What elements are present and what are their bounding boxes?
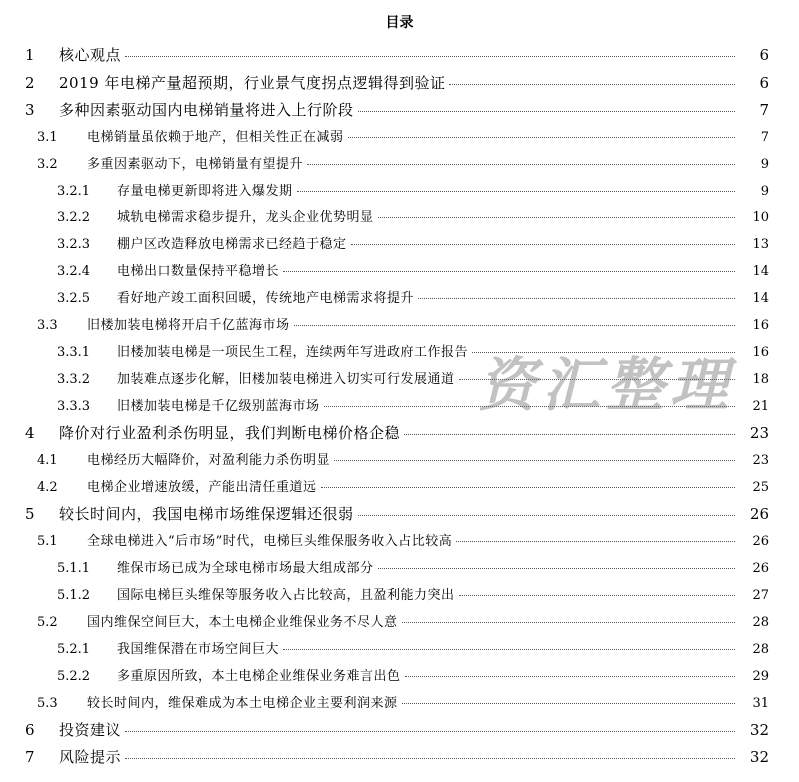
dot-leader <box>459 595 735 596</box>
toc-entry-title: 核心观点 <box>59 46 122 64</box>
toc-entry-title: 全球电梯进入“后市场”时代，电梯巨头维保服务收入占比较高 <box>87 534 453 549</box>
toc-entry-title: 加装难点逐步化解，旧楼加装电梯进入切实可行发展通道 <box>117 372 455 387</box>
toc-entry-page: 14 <box>752 264 769 279</box>
toc-entry[interactable] <box>0 153 799 172</box>
toc-entry-page: 23 <box>749 424 769 442</box>
toc-entry-title: 2019 年电梯产量超预期，行业景气度拐点逻辑得到验证 <box>59 74 446 92</box>
toc-entry[interactable] <box>0 72 799 93</box>
toc-entry-page: 28 <box>752 615 769 630</box>
toc-entry-page: 13 <box>752 237 769 252</box>
dot-leader <box>404 434 735 435</box>
dot-leader <box>402 622 735 623</box>
toc-entry[interactable] <box>0 422 799 443</box>
toc-entry[interactable] <box>0 611 799 630</box>
toc-entry[interactable] <box>0 314 799 333</box>
toc-entry-title: 较长时间内，我国电梯市场维保逻辑还很弱 <box>59 505 354 523</box>
toc-entry[interactable] <box>0 287 799 306</box>
toc-entry[interactable] <box>0 638 799 657</box>
toc-entry-title: 电梯经历大幅降价，对盈利能力杀伤明显 <box>87 453 331 468</box>
toc-entry-page: 31 <box>752 696 769 711</box>
toc-entry-number: 3.3 <box>37 318 58 333</box>
toc-entry[interactable] <box>0 99 799 120</box>
toc-entry-title: 旧楼加装电梯将开启千亿蓝海市场 <box>87 318 290 333</box>
toc-entry[interactable] <box>0 44 799 65</box>
toc-entry-page: 27 <box>752 588 769 603</box>
toc-entry-title: 多重原因所致，本土电梯企业维保业务难言出色 <box>117 669 401 684</box>
toc-entry-title: 电梯销量虽依赖于地产，但相关性正在减弱 <box>87 130 344 145</box>
toc-entry-number: 4.1 <box>37 453 58 468</box>
dot-leader <box>283 271 735 272</box>
toc-entry-page: 26 <box>752 534 769 549</box>
toc-entry-page: 32 <box>749 748 769 766</box>
dot-leader <box>456 541 735 542</box>
dot-leader <box>418 298 735 299</box>
toc-entry-title: 较长时间内，维保难成为本土电梯企业主要利润来源 <box>87 696 398 711</box>
dot-leader <box>334 460 735 461</box>
toc-entry-title: 旧楼加装电梯是千亿级别蓝海市场 <box>117 399 320 414</box>
toc-entry-title: 城轨电梯需求稳步提升，龙头企业优势明显 <box>117 210 374 225</box>
toc-entry-page: 7 <box>759 101 769 119</box>
toc-entry-number: 5 <box>25 505 35 523</box>
dot-leader <box>307 164 735 165</box>
toc-entry-page: 9 <box>760 157 769 172</box>
toc-entry[interactable] <box>0 584 799 603</box>
dot-leader <box>125 56 735 57</box>
toc-entry-number: 5.2 <box>37 615 58 630</box>
toc-entry[interactable] <box>0 126 799 145</box>
toc-entry[interactable] <box>0 719 799 740</box>
toc-entry[interactable] <box>0 180 799 199</box>
toc-entry-title: 我国维保潜在市场空间巨大 <box>117 642 280 657</box>
toc-entry-page: 21 <box>752 399 769 414</box>
dot-leader <box>402 703 735 704</box>
toc-entry[interactable] <box>0 557 799 576</box>
watermark: 资汇整理 <box>478 351 735 419</box>
toc-entry-title: 降价对行业盈利杀伤明显，我们判断电梯价格企稳 <box>59 424 401 442</box>
toc-entry-title: 投资建议 <box>59 721 122 739</box>
toc-title: 目录 <box>385 15 414 31</box>
toc-entry-number: 3.3.1 <box>57 345 91 360</box>
toc-entry-title: 棚户区改造释放电梯需求已经趋于稳定 <box>117 237 347 252</box>
toc-entry-number: 2 <box>25 74 35 92</box>
toc-entry-page: 10 <box>752 210 769 225</box>
toc-entry-number: 5.3 <box>37 696 58 711</box>
toc-entry-page: 25 <box>752 480 769 495</box>
toc-entry[interactable] <box>0 530 799 549</box>
toc-entry-number: 3 <box>25 101 35 119</box>
toc-entry-page: 6 <box>759 74 769 92</box>
toc-entry-title: 旧楼加装电梯是一项民生工程，连续两年写进政府工作报告 <box>117 345 469 360</box>
toc-entry-number: 3.3.2 <box>57 372 91 387</box>
dot-leader <box>378 568 735 569</box>
toc-entry-number: 3.2.1 <box>57 184 91 199</box>
toc-entry[interactable] <box>0 449 799 468</box>
dot-leader <box>125 731 735 732</box>
toc-entry-page: 29 <box>752 669 769 684</box>
toc-entry-page: 14 <box>752 291 769 306</box>
toc-entry-number: 5.1.1 <box>57 561 91 576</box>
toc-entry-page: 26 <box>752 561 769 576</box>
toc-entry-page: 6 <box>759 46 769 64</box>
toc-entry[interactable] <box>0 503 799 524</box>
toc-entry-number: 5.1 <box>37 534 58 549</box>
dot-leader <box>294 325 735 326</box>
toc-entry[interactable] <box>0 692 799 711</box>
toc-entry-title: 看好地产竣工面积回暖，传统地产电梯需求将提升 <box>117 291 415 306</box>
toc-entry-title: 电梯出口数量保持平稳增长 <box>117 264 280 279</box>
toc-entry-number: 3.3.3 <box>57 399 91 414</box>
toc-entry-title: 国际电梯巨头维保等服务收入占比较高，且盈利能力突出 <box>117 588 455 603</box>
dot-leader <box>283 649 735 650</box>
toc-entry-number: 4.2 <box>37 480 58 495</box>
dot-leader <box>348 137 735 138</box>
toc-entry-page: 7 <box>760 130 769 145</box>
toc-entry-number: 3.2.4 <box>57 264 91 279</box>
toc-entry-title: 存量电梯更新即将进入爆发期 <box>117 184 293 199</box>
toc-entry-title: 国内维保空间巨大，本土电梯企业维保业务不尽人意 <box>87 615 398 630</box>
dot-leader <box>405 676 735 677</box>
toc-entry[interactable] <box>0 746 799 767</box>
toc-entry-title: 多重因素驱动下，电梯销量有望提升 <box>87 157 304 172</box>
dot-leader <box>351 244 735 245</box>
toc-entry[interactable] <box>0 665 799 684</box>
toc-entry-number: 3.2 <box>37 157 58 172</box>
toc-entry-title: 电梯企业增速放缓，产能出清任重道远 <box>87 480 317 495</box>
toc-entry-number: 6 <box>25 721 35 739</box>
toc-entry-page: 23 <box>752 453 769 468</box>
toc-entry-number: 5.2.1 <box>57 642 91 657</box>
dot-leader <box>378 217 735 218</box>
dot-leader <box>358 111 735 112</box>
toc-entry-number: 3.2.2 <box>57 210 91 225</box>
toc-entry[interactable] <box>0 206 799 225</box>
toc-entry-title: 维保市场已成为全球电梯市场最大组成部分 <box>117 561 374 576</box>
toc-entry-page: 26 <box>749 505 769 523</box>
toc-entry[interactable] <box>0 476 799 495</box>
toc-entry-number: 5.1.2 <box>57 588 91 603</box>
toc-entry-number: 7 <box>25 748 35 766</box>
dot-leader <box>449 84 735 85</box>
toc-entry[interactable] <box>0 260 799 279</box>
toc-entry-page: 16 <box>752 318 769 333</box>
toc-entry[interactable] <box>0 233 799 252</box>
toc-entry-number: 5.2.2 <box>57 669 91 684</box>
toc-entry-page: 28 <box>752 642 769 657</box>
dot-leader <box>297 191 735 192</box>
toc-entry-title: 风险提示 <box>59 748 122 766</box>
toc-entry-page: 18 <box>752 372 769 387</box>
toc-entry-number: 4 <box>25 424 35 442</box>
dot-leader <box>358 515 735 516</box>
toc-entry-number: 3.2.5 <box>57 291 91 306</box>
toc-entry-page: 16 <box>752 345 769 360</box>
toc-entry-page: 9 <box>760 184 769 199</box>
toc-entry-number: 3.2.3 <box>57 237 91 252</box>
dot-leader <box>125 758 735 759</box>
toc-entry-number: 3.1 <box>37 130 58 145</box>
toc-entry-number: 1 <box>25 46 35 64</box>
toc-entry-title: 多种因素驱动国内电梯销量将进入上行阶段 <box>59 101 354 119</box>
toc-entry-page: 32 <box>749 721 769 739</box>
dot-leader <box>321 487 735 488</box>
